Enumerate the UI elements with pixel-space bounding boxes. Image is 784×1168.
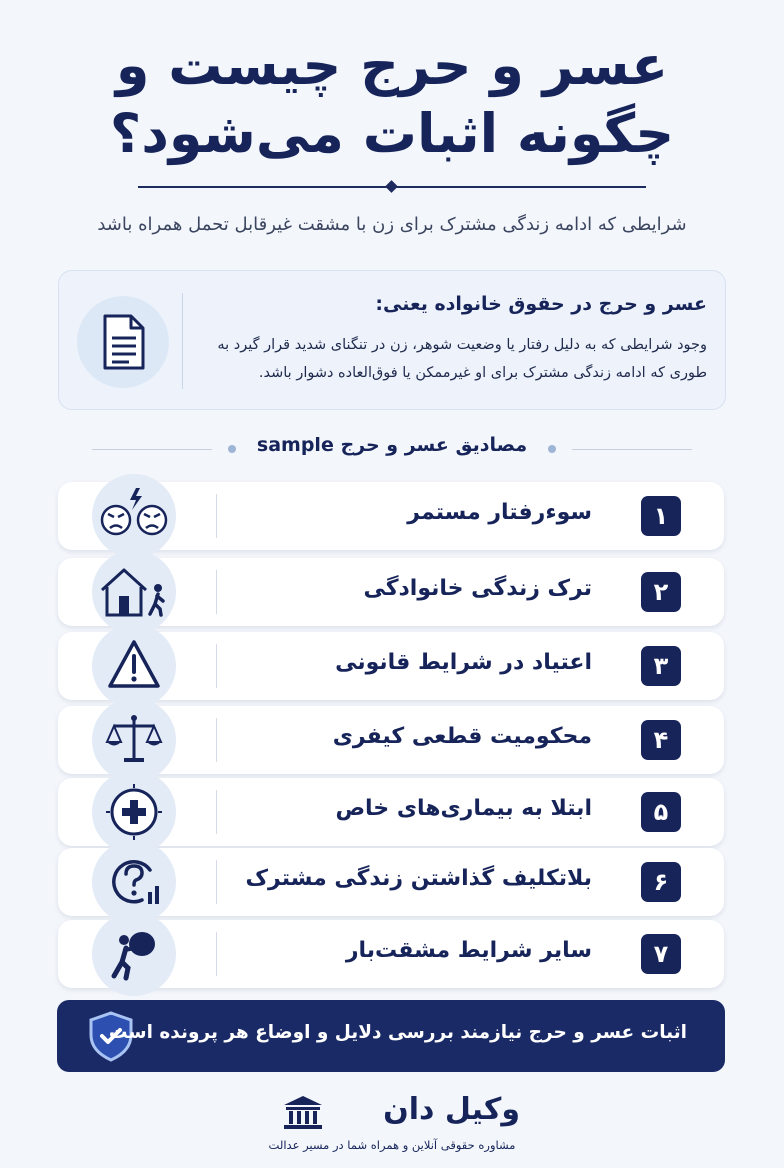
definition-card [58, 270, 726, 410]
house-leaving-icon [92, 550, 176, 634]
item-label: محکومیت قطعی کیفری [332, 724, 592, 749]
item-label: بلاتکلیف گذاشتن زندگی مشترک [245, 866, 592, 891]
item-number: ۶ [641, 862, 681, 902]
title-divider [138, 186, 646, 188]
item-number: ۱ [641, 496, 681, 536]
list-item [58, 848, 724, 916]
definition-separator [182, 293, 183, 389]
section-heading [92, 434, 692, 464]
courthouse-icon [280, 1094, 326, 1134]
item-number: ۳ [641, 646, 681, 686]
item-label: ابتلا به بیماری‌های خاص [335, 796, 592, 821]
item-label: ترک زندگی خانوادگی [363, 576, 592, 601]
page-title [0, 32, 784, 168]
brand [280, 1092, 520, 1132]
document-icon [77, 296, 169, 388]
list-item [58, 482, 724, 550]
warning-icon [92, 624, 176, 708]
banner-text: اثبات عسر و حرج نیازمند بررسی دلایل و اوضاع هر پرونده است [108, 1022, 687, 1043]
list-item [58, 558, 724, 626]
item-number: ۵ [641, 792, 681, 832]
item-label: اعتیاد در شرایط قانونی [335, 650, 592, 675]
list-item [58, 778, 724, 846]
conclusion-banner [57, 1000, 725, 1072]
burden-icon [92, 912, 176, 996]
definition-body: وجود شرایطی که به دلیل رفتار یا وضعیت شوهر، زن در تنگنای شدید قرار گیرد به طوری که ادامه زندگی مشترک برای او غیرممکن یا فوق‌العاده دشوار باشد. [217, 337, 707, 381]
title-line-1: عسر و حرج چیست و [115, 34, 669, 97]
title-line-2: چگونه اثبات می‌شود؟ [109, 102, 675, 165]
angry-faces-icon [92, 474, 176, 558]
item-label: سایر شرایط مشقت‌بار [345, 938, 592, 963]
definition-title: عسر و حرج در حقوق خانواده یعنی: [375, 293, 707, 315]
item-number: ۴ [641, 720, 681, 760]
brand-name: وکیل دان [383, 1092, 520, 1127]
list-item [58, 706, 724, 774]
tagline: مشاوره حقوقی آنلاین و همراه شما در مسیر عدالت [268, 1138, 516, 1152]
subtitle: شرایطی که ادامه زندگی مشترک برای زن با مشقت غیرقابل تحمل همراه باشد [97, 214, 687, 235]
section-heading-text: مصادیق عسر و حرج sample [256, 434, 528, 456]
item-label: سوءرفتار مستمر [407, 500, 592, 525]
list-item [58, 920, 724, 988]
item-number: ۲ [641, 572, 681, 612]
item-number: ۷ [641, 934, 681, 974]
list-item [58, 632, 724, 700]
